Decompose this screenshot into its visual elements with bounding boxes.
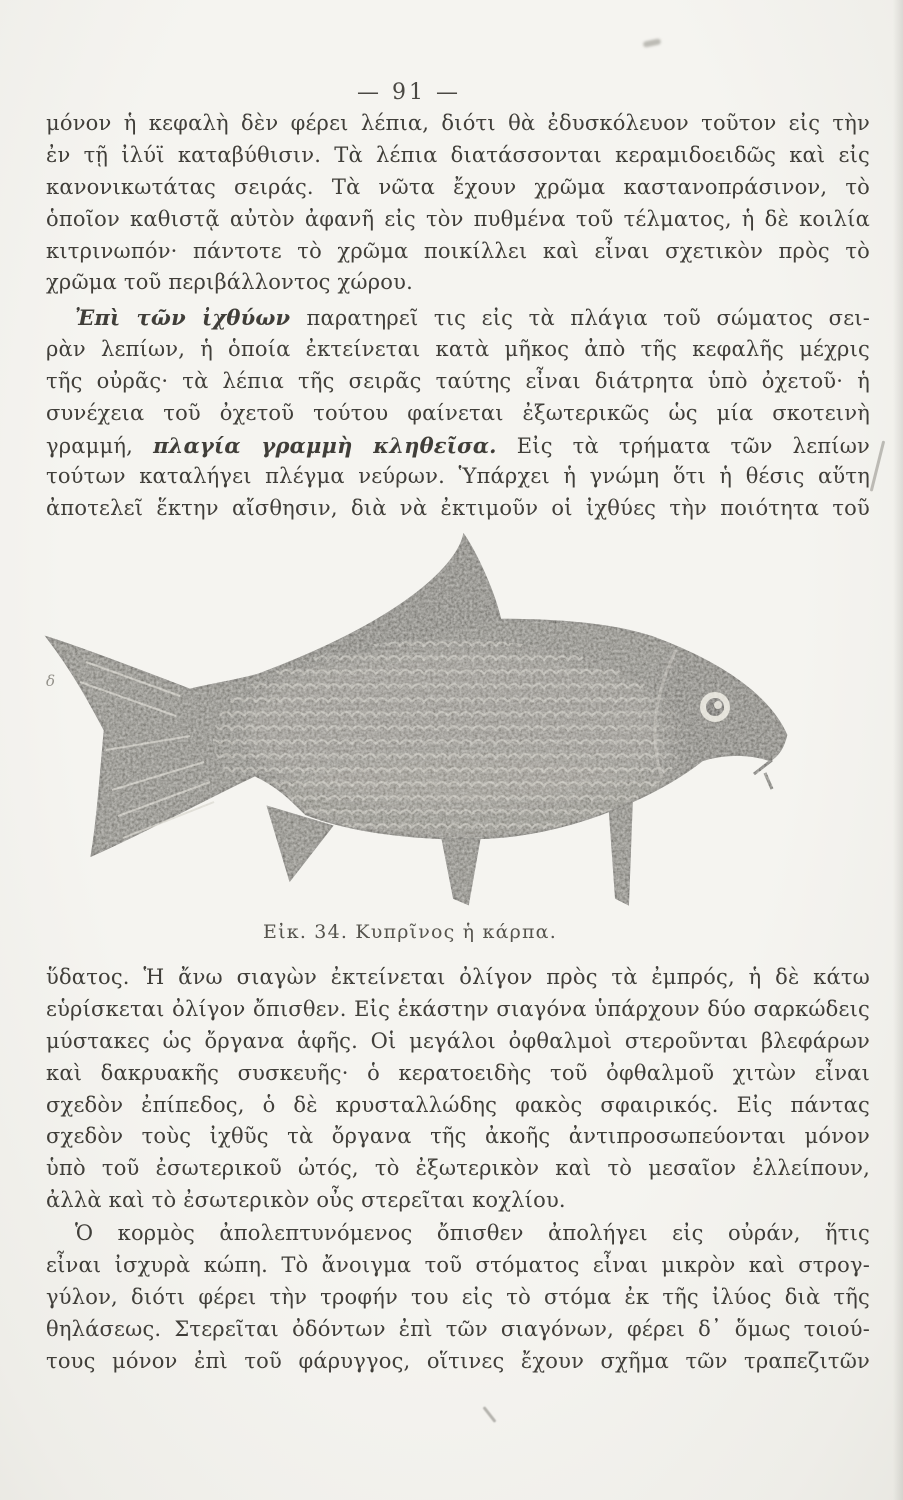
text-line: ἐν τῇ ἰλύϊ καταβύθισιν. Τὰ λέπια διατάσσονται κεραμιδοειδῶς καὶ εἰς: [46, 142, 870, 167]
text-line: σχεδὸν ἐπίπεδος, ὁ δὲ κρυσταλλώδης φακὸς σφαιρικός. Εἰς πάντας: [46, 1092, 870, 1117]
mouth-line: [754, 760, 772, 774]
text-line: Ὁ κορμὸς ἀπολεπτυνόμενος ὄπισθεν ἀπολήγει εἰς οὐράν, ἥτις: [75, 1221, 870, 1245]
small-ink-mark: [482, 1406, 496, 1423]
carp-body-group: [48, 536, 808, 904]
text-line: τους μόνον ἐπὶ τοῦ φάρυγγος, οἵτινες ἔχουν σχῆμα τῶν τραπεζιτῶν: [46, 1348, 870, 1373]
text-line: τῆς οὐρᾶς· τὰ λέπια τῆς σειρᾶς ταύτης εἶναι διάτρητα ὑπὸ ὀχετοῦ· ἡ: [46, 368, 870, 393]
text-line: γραμμή, πλαγία γραμμὴ κληθεῖσα. Εἰς τὰ τρήματα τῶν λεπίων: [46, 432, 870, 458]
text-line: κανονικωτάτας σειράς. Τὰ νῶτα ἔχουν χρῶμα καστανοπράσινον, τὸ: [46, 174, 870, 199]
text-line: σχεδὸν τοὺς ἰχθῦς τὰ ὄργανα τῆς ἀκοῆς ἀντιπροσωπεύονται μόνον: [46, 1124, 870, 1149]
paragraph-2: [46, 302, 870, 525]
handwritten-margin-mark: δ: [46, 672, 56, 690]
paragraph-3: [46, 962, 870, 1217]
text-line: ὑπὸ τοῦ ἐσωτερικοῦ ὠτός, τὸ ἐξωτερικὸν καὶ τὸ μεσαῖον ἐλλείπουν,: [46, 1156, 870, 1181]
carp-figure-svg: [28, 524, 808, 916]
text-line: καὶ δακρυακῆς συσκευῆς· ὁ κερατοειδὴς τοῦ ὀφθαλμοῦ χιτὼν εἶναι: [46, 1060, 870, 1085]
text-line: συνέχεια τοῦ ὀχετοῦ τούτου φαίνεται ἐξωτερικῶς ὡς μία σκοτεινὴ: [46, 400, 870, 425]
page-edge-shadow: [893, 0, 903, 1500]
pen-mark: [870, 440, 885, 491]
text-line: εἶναι ἰσχυρὰ κώπη. Τὸ ἄνοιγμα τοῦ στόματος εἶναι μικρὸν καὶ στρογ-: [46, 1252, 870, 1277]
text-line: γύλον, διότι φέρει τὴν τροφήν του εἰς τὸ στόμα ἐκ τῆς ἰλύος διὰ τῆς: [46, 1284, 870, 1309]
text-line: χρῶμα τοῦ περιβάλλοντος χώρου.: [46, 270, 413, 295]
text-line: ἀποτελεῖ ἕκτην αἴσθησιν, διὰ νὰ ἐκτιμοῦν οἱ ἰχθύες τὴν ποιότητα τοῦ: [46, 496, 870, 521]
text-line: ἀλλὰ καὶ τὸ ἐσωτερικὸν οὖς στερεῖται κοχλίου.: [46, 1188, 566, 1213]
ink-smudge: [643, 38, 662, 48]
text-line: εὑρίσκεται ὀλίγον ὄπισθεν. Εἰς ἑκάστην σιαγόνα ὑπάρχουν δύο σαρκώδεις: [46, 996, 870, 1021]
paragraph-1: [46, 108, 870, 299]
head-shading: [653, 639, 808, 779]
text-line: ρὰν λεπίων, ἡ ὁποία ἐκτείνεται κατὰ μῆκος ἀπὸ τῆς κεφαλῆς μέχρις: [46, 336, 870, 361]
text-line: ὁποῖον καθιστᾷ αὐτὸν ἀφανῆ εἰς τὸν πυθμένα τοῦ τέλματος, ἡ δὲ κοιλία: [46, 206, 870, 231]
carp-illustration: [28, 524, 808, 916]
text-line: Ἐπὶ τῶν ἰχθύων παρατηρεῖ τις εἰς τὰ πλάγια τοῦ σώματος σει-: [75, 305, 871, 330]
page-number: — 91 —: [357, 80, 461, 105]
scale-pattern: [213, 639, 683, 839]
text-line: τούτων καταλήγει πλέγμα νεύρων. Ὑπάρχει ἡ γνώμη ὅτι ἡ θέσις αὕτη: [46, 464, 870, 489]
text-line: μύστακες ὡς ὄργανα ἁφῆς. Οἱ μεγάλοι ὀφθαλμοὶ στεροῦνται βλεφάρων: [46, 1028, 870, 1053]
paragraph-4: [46, 1218, 870, 1377]
text-line: κιτρινωπόν· πάντοτε τὸ χρῶμα ποικίλλει καὶ εἶναι σχετικὸν πρὸς τὸ: [46, 238, 870, 263]
text-line: μόνον ἡ κεφαλὴ δὲν φέρει λέπια, διότι θὰ ἐδυσκόλευον τοῦτον εἰς τὴν: [46, 111, 870, 135]
eye-glint: [714, 701, 722, 709]
barbel: [765, 773, 772, 789]
text-line: ὕδατος. Ἡ ἄνω σιαγὼν ἐκτείνεται ὀλίγον πρὸς τὰ ἐμπρός, ἡ δὲ κάτω: [46, 965, 870, 989]
text-line: θηλάσεως. Στερεῖται ὀδόντων ἐπὶ τῶν σιαγόνων, φέρει δ᾽ ὅμως τοιού-: [46, 1316, 870, 1341]
figure-caption: Εἰκ. 34. Κυπρῖνος ἡ κάρπα.: [263, 921, 557, 943]
